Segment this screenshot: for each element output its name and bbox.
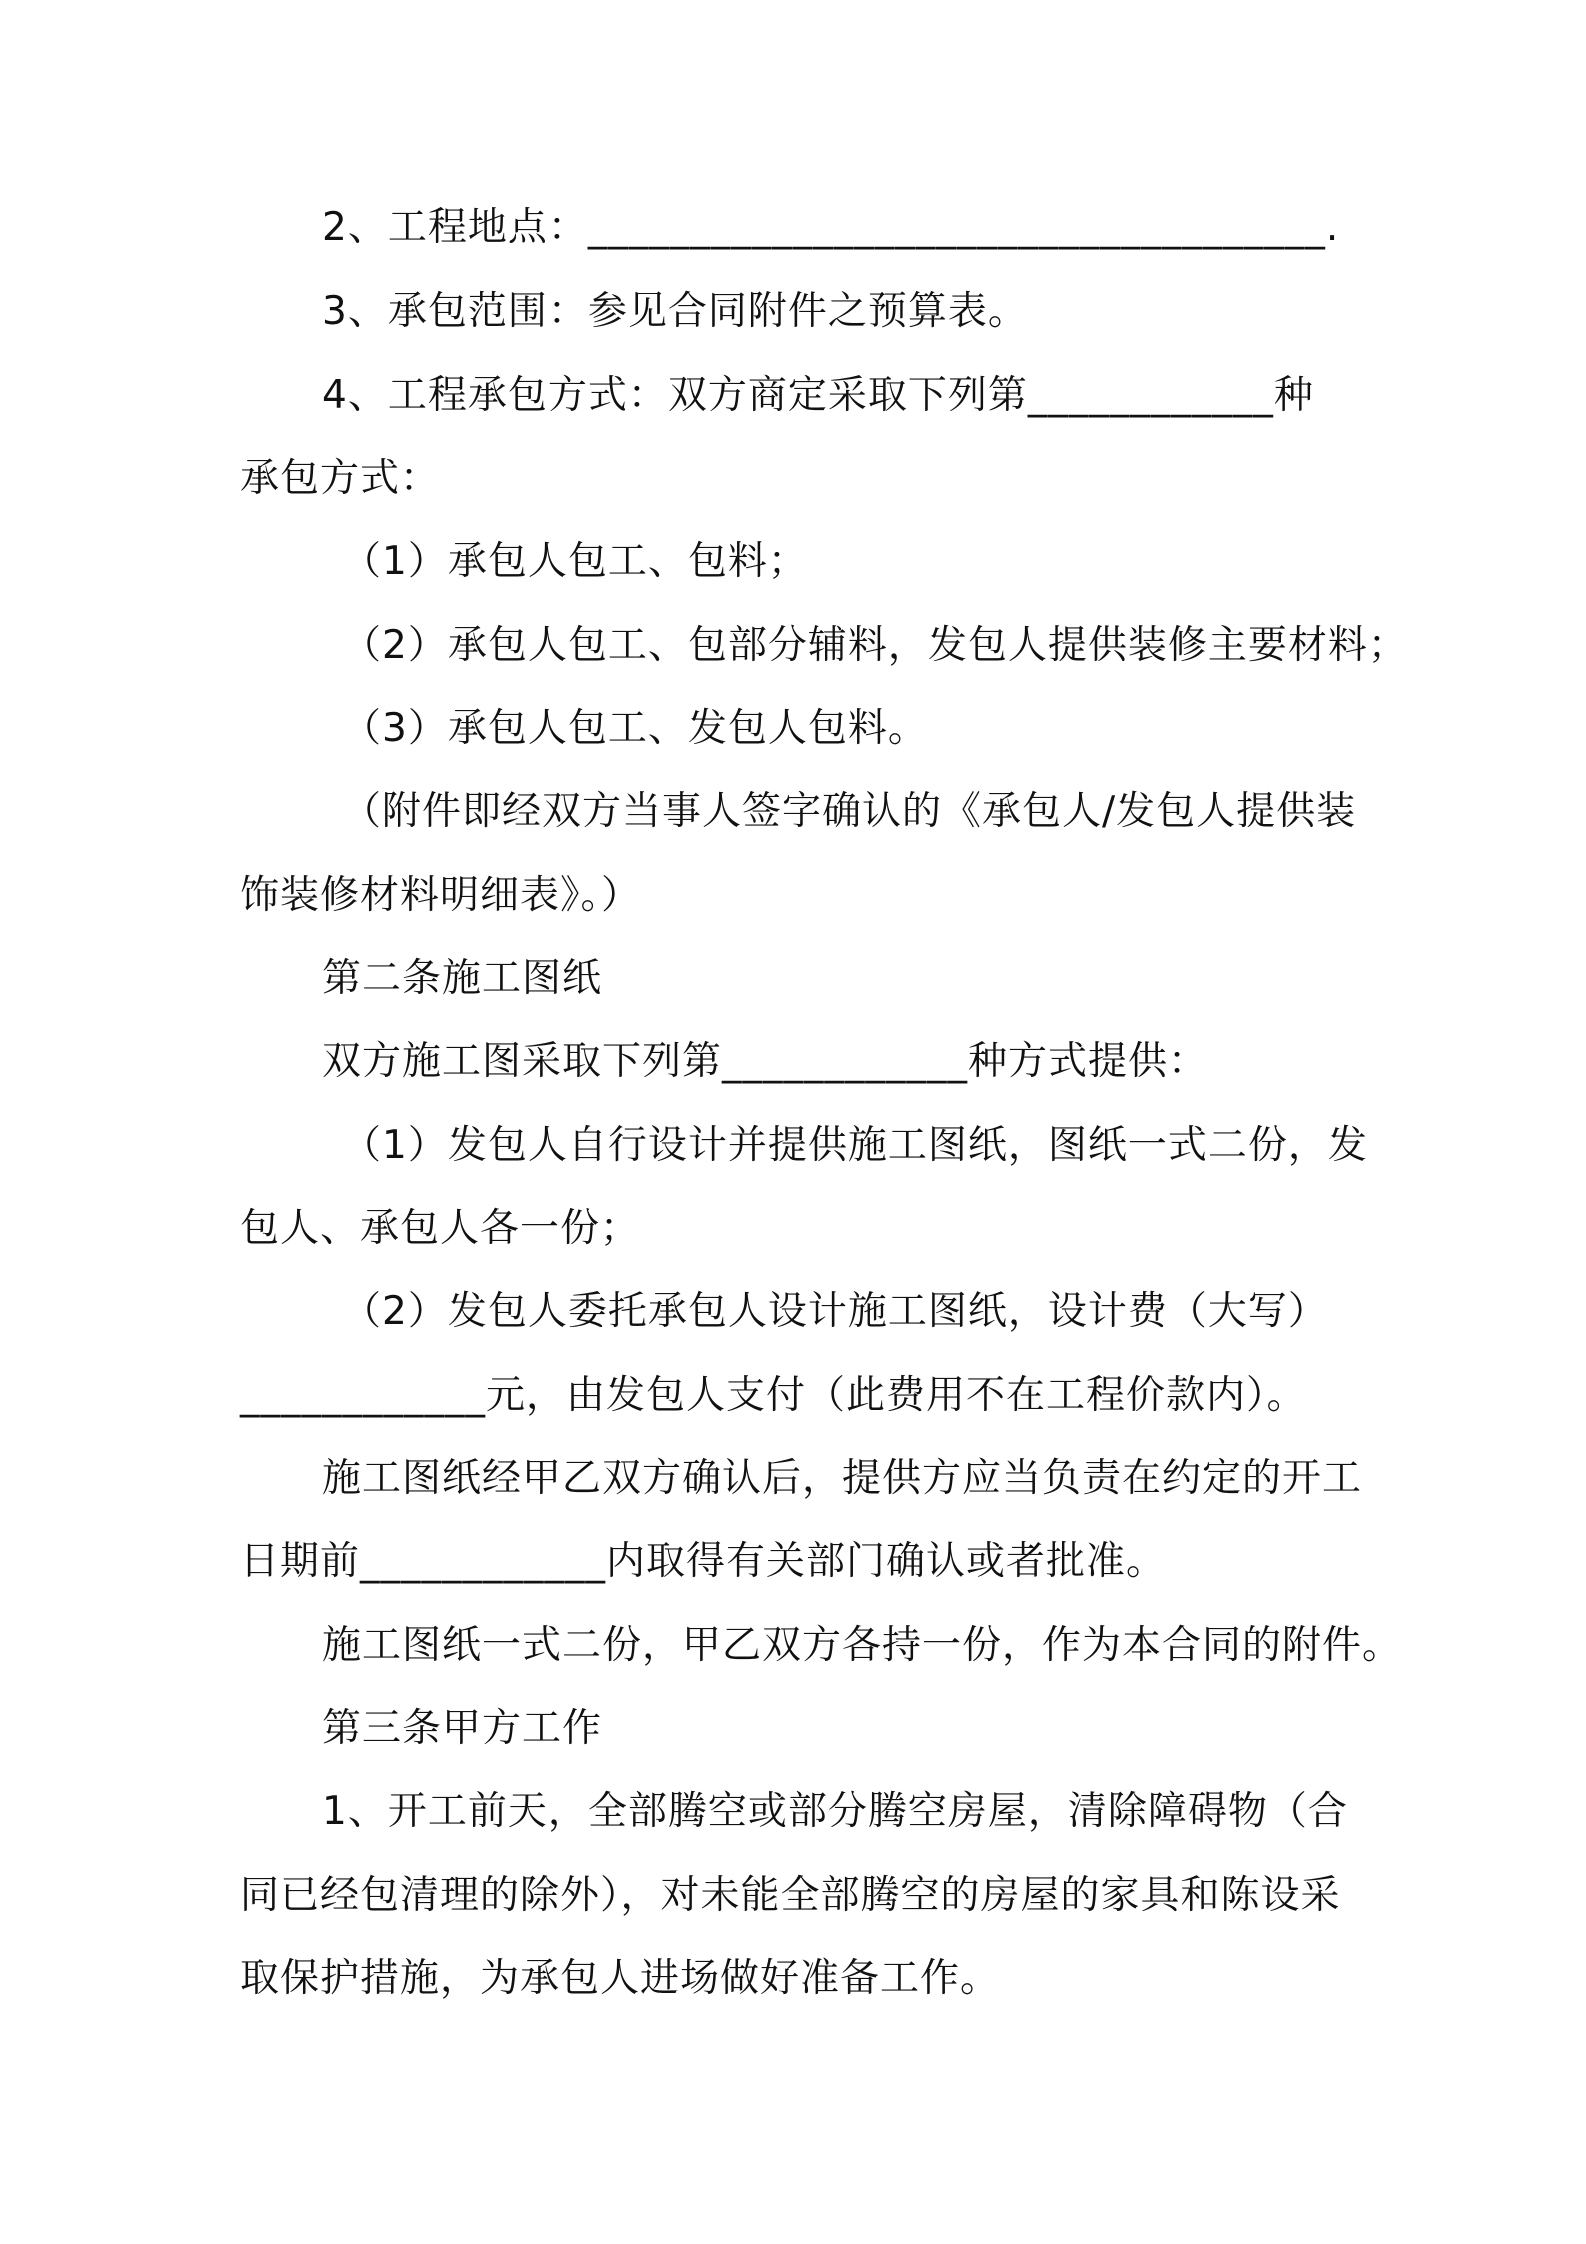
clause-contract-method-cont: 承包方式： <box>240 456 441 501</box>
attachment-note: （附件即经双方当事人签字确认的《承包人/发包人提供装 <box>342 789 1357 834</box>
drawing-option-2: （2）发包人委托承包人设计施工图纸，设计费（大写） <box>342 1289 1328 1334</box>
drawing-option-1-cont: 包人、承包人各一份； <box>240 1206 641 1251</box>
drawing-option-2-cont: ____________元，由发包人支付（此费用不在工程价款内）。 <box>240 1373 1307 1418</box>
drawing-confirmation-cont: 日期前____________内取得有关部门确认或者批准。 <box>240 1539 1167 1584</box>
drawing-copies: 施工图纸一式二份，甲乙双方各持一份，作为本合同的附件。 <box>322 1623 1403 1668</box>
option-2: （2）承包人包工、包部分辅料，发包人提供装修主要材料； <box>342 623 1408 668</box>
clause-contract-method: 4、工程承包方式：双方商定采取下列第____________种 <box>322 373 1314 418</box>
clause-project-location: 2、工程地点：____________________________________. <box>322 205 1340 250</box>
clause-contract-scope: 3、承包范围：参见合同附件之预算表。 <box>322 289 1028 334</box>
article-3-heading: 第三条甲方工作 <box>322 1706 603 1751</box>
party-a-work-1-cont: 同已经包清理的除外），对未能全部腾空的房屋的家具和陈设采 <box>240 1873 1341 1918</box>
drawing-confirmation: 施工图纸经甲乙双方确认后，提供方应当负责在约定的开工 <box>322 1456 1363 1501</box>
attachment-note-cont: 饰装修材料明细表》。） <box>240 873 642 918</box>
party-a-work-1-cont-2: 取保护措施，为承包人进场做好准备工作。 <box>240 1956 1001 2001</box>
drawing-method: 双方施工图采取下列第____________种方式提供： <box>322 1039 1209 1084</box>
option-3: （3）承包人包工、发包人包料。 <box>342 706 928 751</box>
option-1: （1）承包人包工、包料； <box>342 539 808 584</box>
drawing-option-1: （1）发包人自行设计并提供施工图纸，图纸一式二份，发 <box>342 1123 1368 1168</box>
article-2-heading: 第二条施工图纸 <box>322 956 603 1001</box>
party-a-work-1: 1、开工前天，全部腾空或部分腾空房屋，清除障碍物（合 <box>322 1789 1348 1834</box>
